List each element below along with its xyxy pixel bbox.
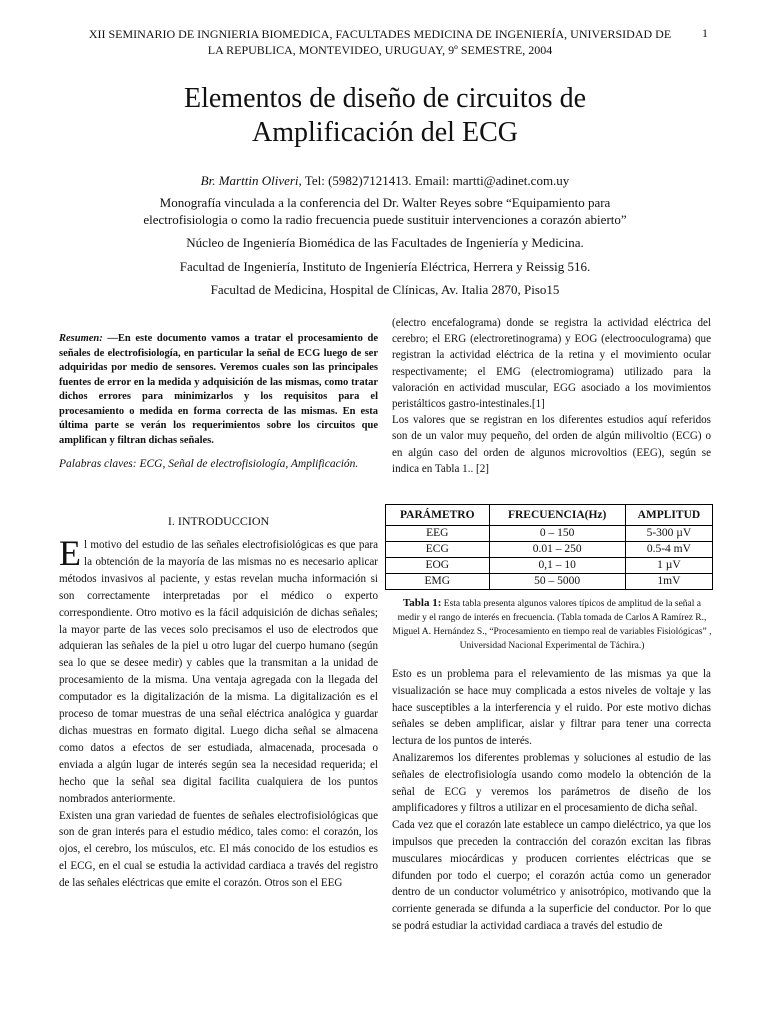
header-line-1: XII SEMINARIO DE INGNIERIA BIOMEDICA, FACULTADES MEDICINA DE INGENIERÍA, UNIVERSIDAD DE: [88, 27, 672, 41]
table-header-cell: FRECUENCIA(Hz): [489, 505, 625, 526]
table-cell: EMG: [386, 574, 490, 590]
right-column-top: [392, 315, 711, 477]
parameter-table: [385, 504, 713, 590]
table-row: [386, 558, 713, 574]
author-line: [40, 172, 730, 189]
title-line-2: Amplificación del ECG: [252, 117, 518, 148]
table-row: [386, 526, 713, 542]
caption-label: Tabla 1:: [402, 597, 442, 609]
table-cell: 0,1 – 10: [489, 558, 625, 574]
table-cell: 0.01 – 250: [489, 542, 625, 558]
right-paragraph-3: Esto es un problema para el relevamiento de las mismas ya que la visualización se hace muy complicada a estos niveles de voltaje y las hace susceptibles a la interferencia y el ruido. Por este motivo dichas señales se deben amplificar, aislar y filtrar para tener una correcta lectura de los puntos de interés.: [392, 668, 711, 748]
table-cell: 0.5-4 mV: [625, 542, 712, 558]
dropcap-letter: E: [59, 533, 81, 573]
monografia-line-2: electrofisiologia o como la radio frecuencia puede sustituir intervenciones a corazón abierto”: [143, 212, 627, 227]
paper-title: [40, 82, 730, 150]
right-paragraph-1: (electro encefalograma) donde se registra la actividad eléctrica del cerebro; el ERG (electroretinograma) y EOG (electrooculograma) que registran la actividad eléctrica de la retina y el movimiento ocular respectivamente; el EMG (electromiograma) utilizado para la valoración en actividad muscular, EGG asociado a los movimientos peristálticos gastro-intestinales.[1]: [392, 317, 711, 411]
running-header: [50, 26, 710, 58]
abstract-label: Resumen:: [59, 333, 103, 344]
right-column-bottom: [392, 666, 711, 935]
keywords: Palabras claves: ECG, Señal de electrofisiología, Amplificación.: [59, 458, 359, 470]
table-cell: 0 – 150: [489, 526, 625, 542]
table-cell: 50 – 5000: [489, 574, 625, 590]
table-row: [386, 574, 713, 590]
table-cell: 1 µV: [625, 558, 712, 574]
table-cell: 1mV: [625, 574, 712, 590]
affiliation-medicina: Facultad de Medicina, Hospital de Clínicas, Av. Italia 2870, Piso15: [210, 282, 560, 297]
intro-paragraph-2: Existen una gran variedad de fuentes de señales electrofisiológicas que son de gran interés para el estudio médico, tales como: el corazón, los ojos, el cerebro, los músculos, etc. El más conocido de los estudios es el ECG, en el cual se estudia la actividad cardiaca a través del registro de las señales eléctricas que emite el corazón. Otros son el EEG: [59, 809, 378, 890]
page-number: 1: [702, 26, 708, 40]
table-header-cell: PARÁMETRO: [386, 505, 490, 526]
author-contact: , Tel: (5982)7121413. Email: martti@adinet.com.uy: [298, 173, 570, 188]
table-header-cell: AMPLITUD: [625, 505, 712, 526]
table-cell: ECG: [386, 542, 490, 558]
table-caption: [392, 596, 712, 653]
author-name: Br. Marttin Oliveri: [200, 173, 299, 188]
abstract-text: —En este documento vamos a tratar el procesamiento de señales de electrofisiología, en particular la señal de ECG luego de ser adquiridas por medio de sensores. Veremos cuales son las principales fuentes de error en la medida y adquisición de las mismas, como tratar dichos errores para minimizarlos y los requisitos para el procesamiento o medida en forma correcta de las mismas. En esta última parte se verán los requerimientos sobre los circuitos que amplifican y filtran dichas señales.: [59, 333, 378, 446]
section-title: I. INTRODUCCION: [167, 514, 270, 528]
monografia-line-1: Monografía vinculada a la conferencia del Dr. Walter Reyes sobre “Equipamiento para: [159, 195, 611, 210]
table-cell: 5-300 µV: [625, 526, 712, 542]
table-cell: EEG: [386, 526, 490, 542]
header-line-2: LA REPUBLICA, MONTEVIDEO, URUGUAY, 9º SEMESTRE, 2004: [207, 43, 553, 57]
right-paragraph-4: Analizaremos los diferentes problemas y soluciones al estudio de las señales de electrofisiología usando como modelo la obtención de la señal de ECG y veremos los parámetros de diseño de los amplificadores y filtros a utilizar en el procesamiento de dicha señal.: [392, 751, 711, 815]
right-paragraph-5: Cada vez que el corazón late establece un campo dieléctrico, ya que los impulsos que preceden la contracción del corazón excitan las fibras musculares miocárdicas y producen corrientes eléctricas que se difunden por todo el cuerpo; el corazón actúa como un generador dentro de un conductor volumétrico y anisotrópico, motivando que la corriente generada se difunda a la superficie del conductor. Por lo que se podrá estudiar la actividad cardiaca a través del estudio de: [392, 819, 711, 932]
right-paragraph-2: Los valores que se registran en los diferentes estudios aquí referidos son de un valor muy pequeño, del orden de algún milivoltio (ECG) o en algún caso del orden de algunos microvoltios (EEG), según se indica en Tabla 1.. [2]: [392, 414, 711, 475]
table-row: [386, 542, 713, 558]
caption-text: Esta tabla presenta algunos valores típicos de amplitud de la señal a medir y el rango de interés en frecuencia. (Tabla tomada de Carlos A Ramírez R., Miguel A. Hernández S., “Procesamiento en tiempo real de variables Fisiológicas” , Universidad Nacional Experimental de Táchira.): [392, 599, 712, 651]
table-cell: EOG: [386, 558, 490, 574]
affiliation-nucleo: Núcleo de Ingeniería Biomédica de las Facultades de Ingeniería y Medicina.: [186, 235, 584, 250]
title-line-1: Elementos de diseño de circuitos de: [184, 83, 586, 114]
intro-body: [59, 533, 378, 892]
abstract: [59, 332, 378, 448]
intro-paragraph-1: [59, 533, 378, 808]
intro-paragraph-1-text: l motivo del estudio de las señales electrofisiológicas es que para la obtención de la mayoría de las mismas no es necesario aplicar métodos invasivos al paciente, y estas revelan mucha información si son correctamente interpretadas por el médico o experto correspondiente. Otro motivo es la fácil adquisición de dichas señales; la mayor parte de las veces solo precisamos el uso de electrodos que adquieran las señales de la piel u otro lugar del cuerpo humano (según sea lo que se desee medir) y cables que la transmitan a la unidad de procesamiento de la misma. Una ventaja agregada con la llegada del computador es la digitalización de la misma. La digitalización es el proceso de tomar muestras de una señal eléctrica analógica y guardar dichas muestras en formato digital. Luego dicha señal se almacena como datos a efectos de ser estudiada, almacenada, procesada o enviada a algún lugar de interés según sea la necesidad requerida; el hecho que la señal sea digital facilita cualquiera de los puntos nombrados anteriormente.: [59, 539, 378, 805]
table-header-row: [386, 505, 713, 526]
affiliation-ingenieria: Facultad de Ingeniería, Instituto de Ingeniería Eléctrica, Herrera y Reissig 516.: [179, 259, 591, 274]
